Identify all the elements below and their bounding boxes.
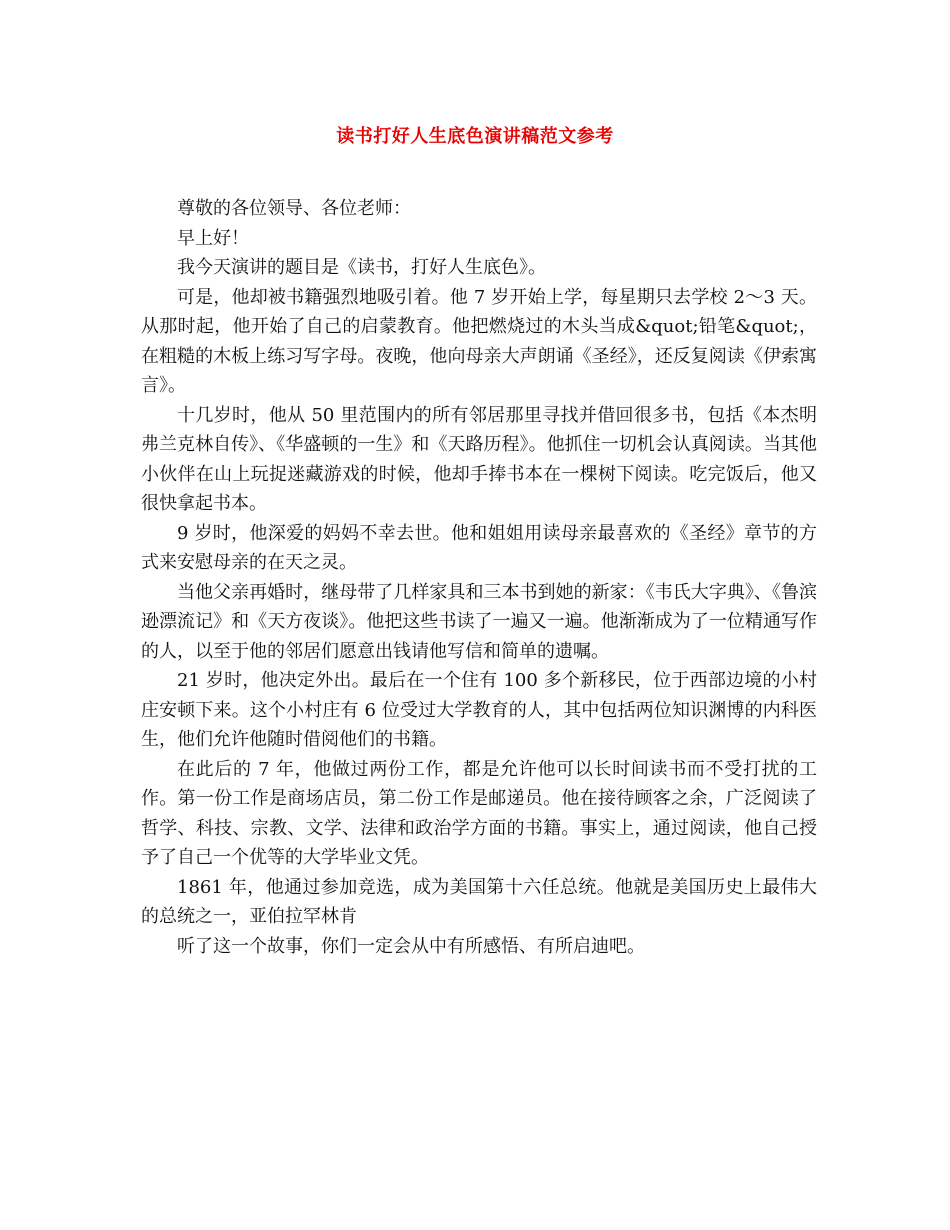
document-title: 读书打好人生底色演讲稿范文参考 xyxy=(336,126,614,147)
paragraph-president: 1861 年，他通过参加竞选，成为美国第十六任总统。他就是美国历史上最伟大的总统之一，亚伯拉罕林肯 xyxy=(141,876,817,927)
paragraph-jobs: 在此后的 7 年，他做过两份工作，都是允许他可以长时间读书而不受打扰的工作。第一份工作是商场店员，第二份工作是邮递员。他在接待顾客之余，广泛阅读了哲学、科技、宗教、文学、法律和政治学方面的书籍。事实上，通过阅读，他自己授予了自己一个优等的大学毕业文凭。 xyxy=(141,758,817,868)
paragraph-village: 21 岁时，他决定外出。最后在一个住有 100 多个新移民，位于西部边境的小村庄安顿下来。这个小村庄有 6 位受过大学教育的人，其中包括两位知识渊博的内科医生，他们允许他随时借阅他们的书籍。 xyxy=(141,670,817,750)
paragraph-teenage: 十几岁时，他从 50 里范围内的所有邻居那里寻找并借回很多书，包括《本杰明弗兰克林自传》、《华盛顿的一生》和《天路历程》。他抓住一切机会认真阅读。当其他小伙伴在山上玩捉迷藏游戏的时候，他却手捧书本在一棵树下阅读。吃完饭后，他又很快拿起书本。 xyxy=(141,404,817,514)
paragraph-stepmother: 当他父亲再婚时，继母带了几样家具和三本书到她的新家：《韦氏大字典》、《鲁滨逊漂流记》和《天方夜谈》。他把这些书读了一遍又一遍。他渐渐成为了一位精通写作的人，以至于他的邻居们愿意出钱请他写信和简单的遗嘱。 xyxy=(141,581,817,662)
paragraph-mother: 9 岁时，他深爱的妈妈不幸去世。他和姐姐用读母亲最喜欢的《圣经》章节的方式来安慰母亲的在天之灵。 xyxy=(141,522,817,573)
document-body xyxy=(141,194,817,961)
paragraph-salutation: 尊敬的各位领导、各位老师： xyxy=(177,198,411,219)
paragraph-childhood: 可是，他却被书籍强烈地吸引着。他 7 岁开始上学，每星期只去学校 2～3 天。从那时起，他开始了自己的启蒙教育。他把燃烧过的木头当成&quot;铅笔&quot;，在粗糙的木板上练习写字母。夜晚，他向母亲大声朗诵《圣经》，还反复阅读《伊索寓言》。 xyxy=(141,286,817,396)
paragraph-conclusion: 听了这一个故事，你们一定会从中有所感悟、有所启迪吧。 xyxy=(177,935,645,957)
paragraph-greeting: 早上好！ xyxy=(177,227,249,249)
paragraph-topic: 我今天演讲的题目是《读书，打好人生底色》。 xyxy=(177,257,546,278)
